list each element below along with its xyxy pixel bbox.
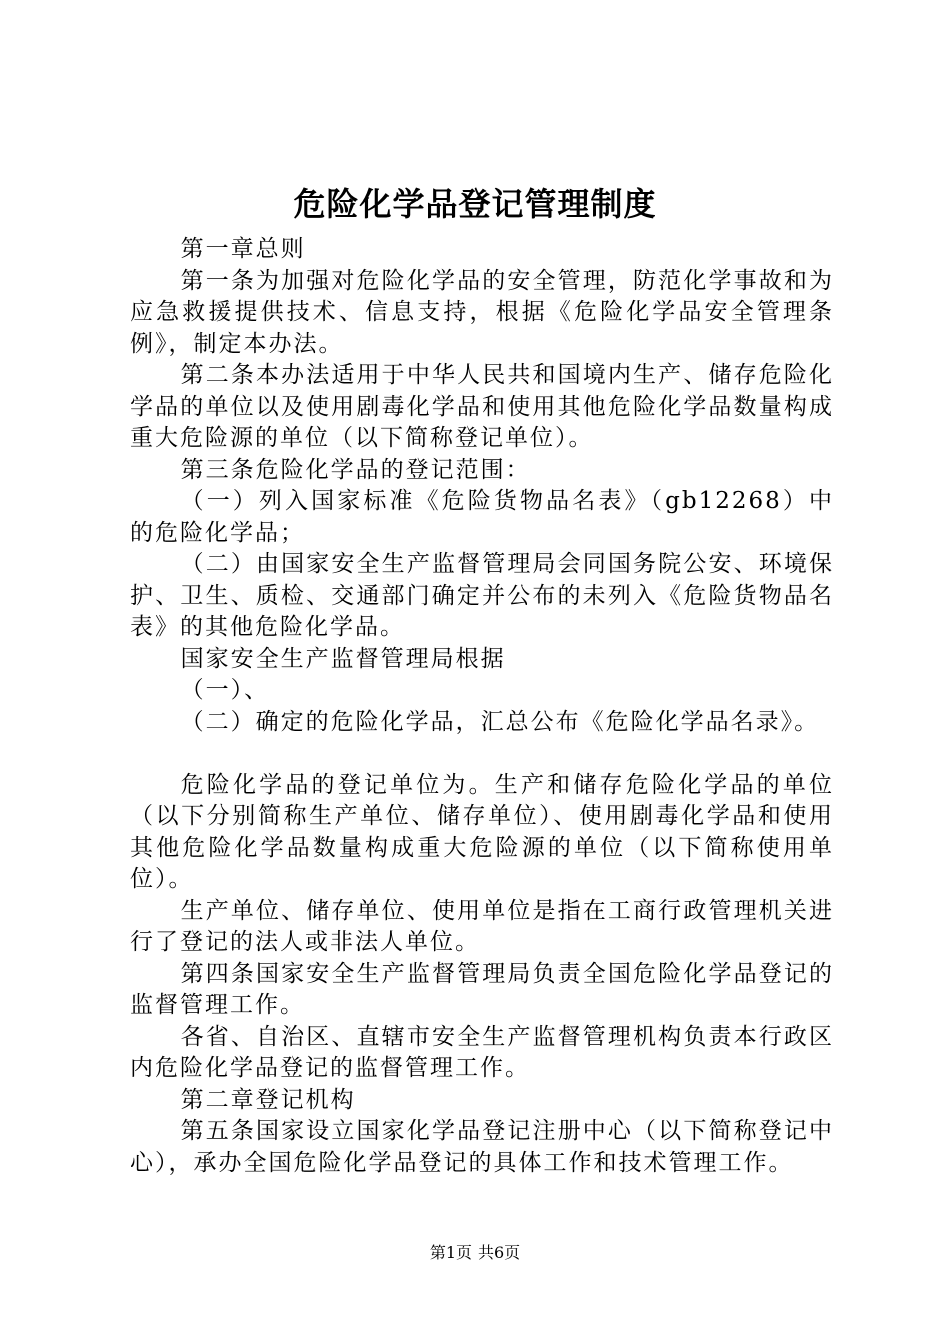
list-item: （一）列入国家标准《危险货物品名表》（gb12268）中的危险化学品； <box>130 488 834 546</box>
page-total: 共6页 <box>478 1243 521 1262</box>
article-paragraph: 国家安全生产监督管理局根据 <box>180 645 506 672</box>
article-paragraph: 危险化学品的登记单位为。生产和储存危险化学品的单位（以下分别简称生产单位、储存单位）、使用剧毒化学品和使用其他危险化学品数量构成重大危险源的单位（以下简称使用单位）。 <box>130 771 834 892</box>
list-item: （一）、 <box>180 677 270 703</box>
article-paragraph: 第一条为加强对危险化学品的安全管理，防范化学事故和为应急救援提供技术、信息支持，根据《危险化学品安全管理条例》，制定本办法。 <box>130 267 834 357</box>
page-footer <box>0 1243 950 1263</box>
page-number: 第1页 <box>429 1243 472 1262</box>
blank-line <box>130 738 834 770</box>
article-paragraph: 第四条国家安全生产监督管理局负责全国危险化学品登记的监督管理工作。 <box>130 960 834 1018</box>
article-paragraph: 第三条危险化学品的登记范围： <box>180 456 531 483</box>
list-item: （二）确定的危险化学品，汇总公布《危险化学品名录》。 <box>180 708 820 735</box>
article-paragraph: 第五条国家设立国家化学品登记注册中心（以下简称登记中心），承办全国危险化学品登记的具体工作和技术管理工作。 <box>130 1118 834 1176</box>
document-title: 危险化学品登记管理制度 <box>293 185 657 223</box>
list-item: （二）由国家安全生产监督管理局会同国务院公安、环境保护、卫生、质检、交通部门确定并公布的未列入《危险货物品名表》的其他危险化学品。 <box>130 551 834 640</box>
article-paragraph: 第二条本办法适用于中华人民共和国境内生产、储存危险化学品的单位以及使用剧毒化学品和使用其他危险化学品数量构成重大危险源的单位（以下简称登记单位）。 <box>130 362 834 451</box>
article-paragraph: 各省、自治区、直辖市安全生产监督管理机构负责本行政区内危险化学品登记的监督管理工作。 <box>130 1023 834 1081</box>
chapter-heading: 第二章登记机构 <box>180 1086 356 1113</box>
article-paragraph: 生产单位、储存单位、使用单位是指在工商行政管理机关进行了登记的法人或非法人单位。 <box>130 897 834 955</box>
document-body <box>130 234 834 1179</box>
chapter-heading: 第一章总则 <box>180 236 306 262</box>
